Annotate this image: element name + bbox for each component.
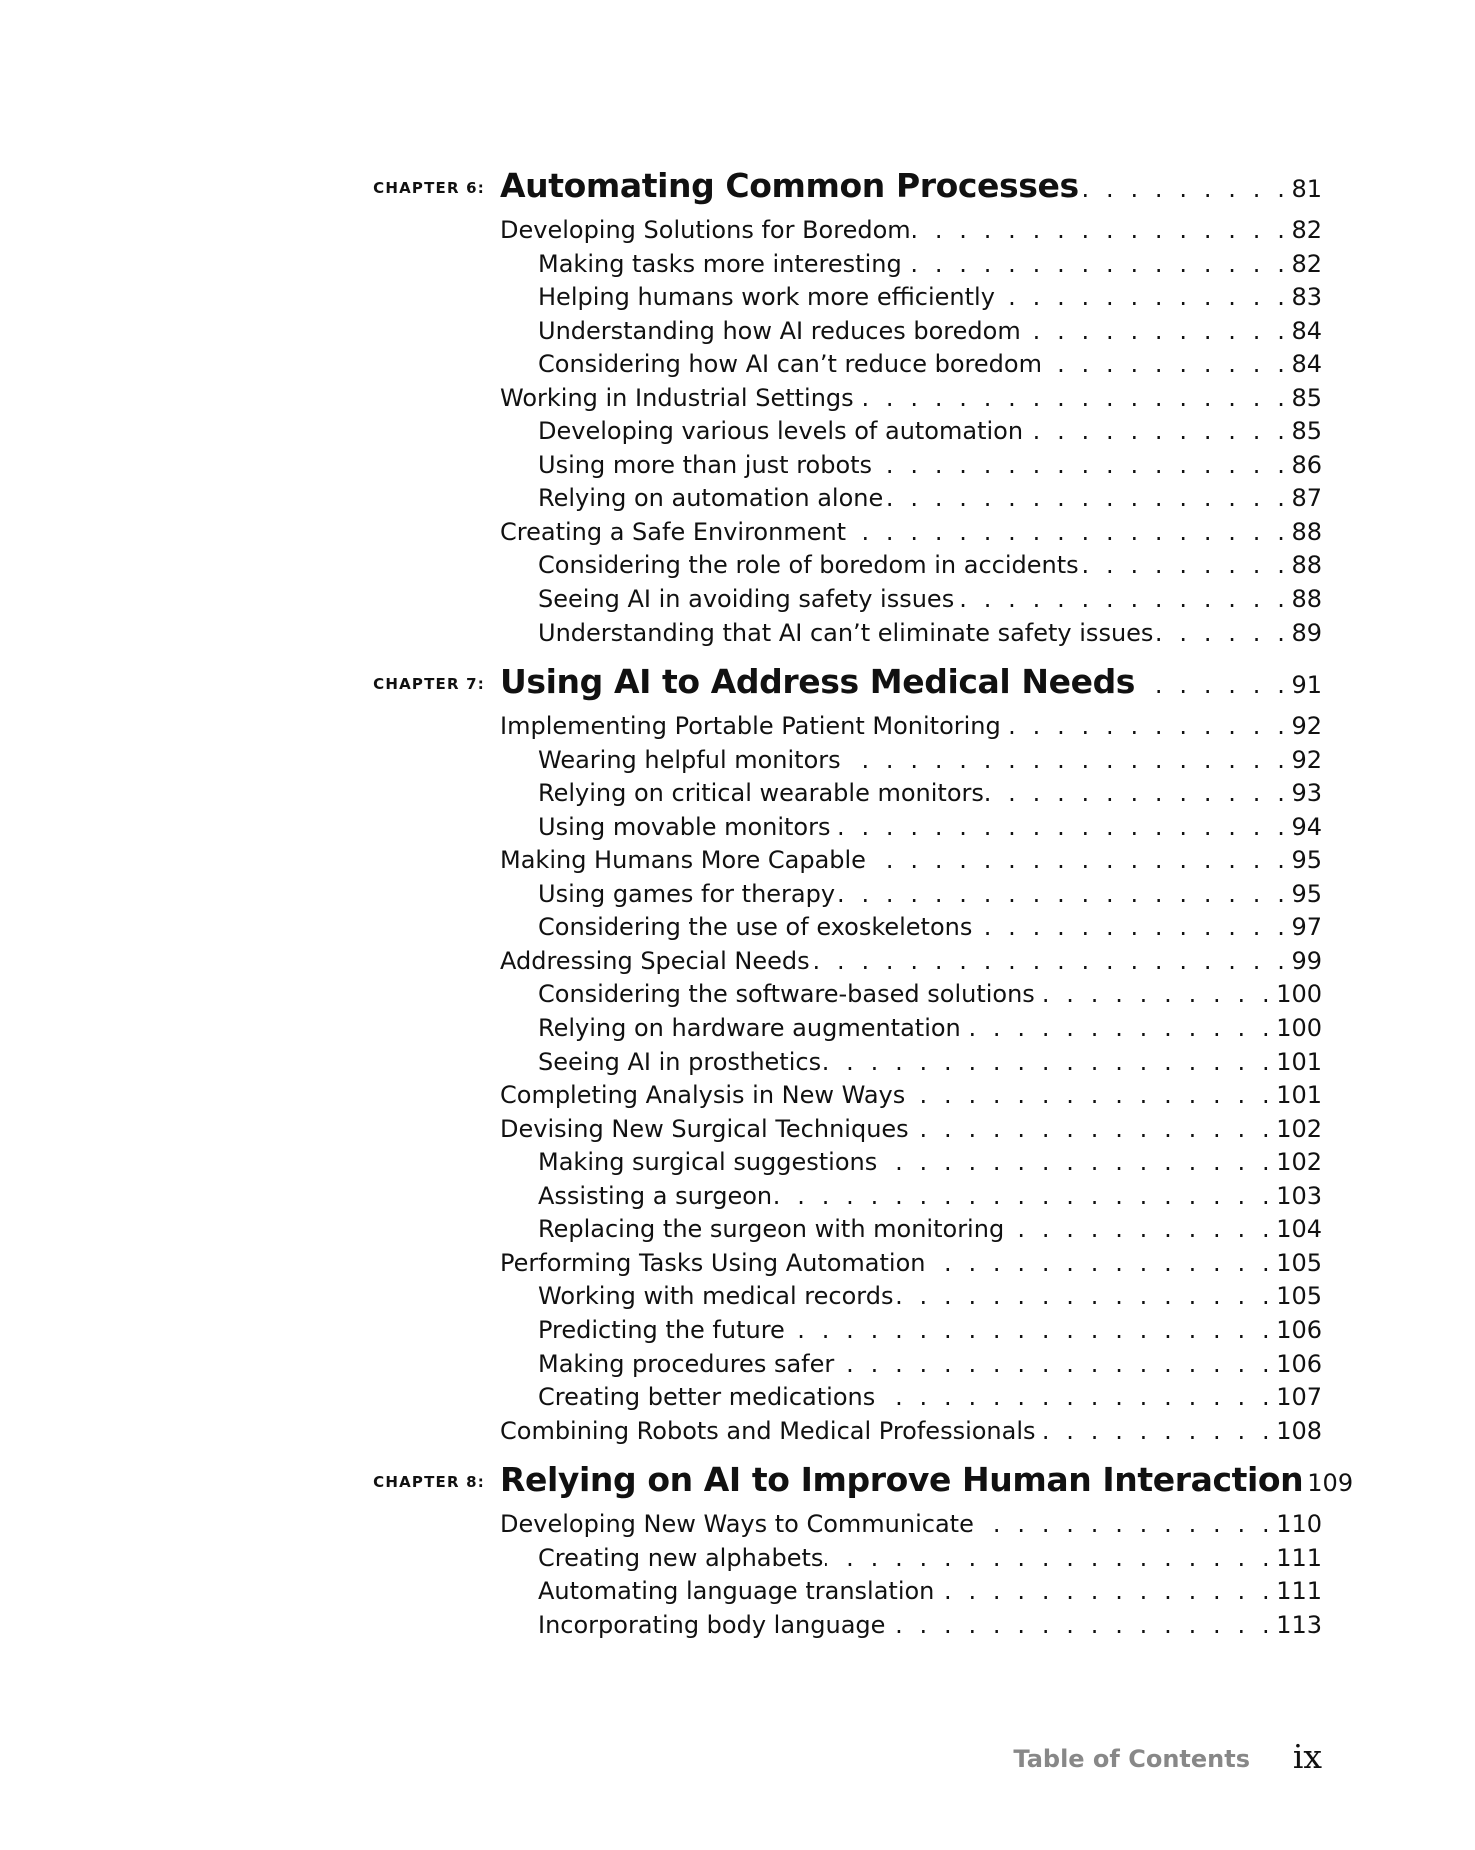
entry-line xyxy=(538,1214,1322,1244)
entry-page-number: 104 xyxy=(1276,1215,1322,1244)
chapter-section xyxy=(0,1457,1475,1641)
entry-page-number: 105 xyxy=(1276,1248,1322,1277)
entry-page-number: 101 xyxy=(1276,1047,1322,1076)
entry-line xyxy=(538,979,1322,1009)
entry-title[interactable]: Considering the use of exoskeletons xyxy=(538,913,973,942)
dot-leader xyxy=(856,383,1290,413)
subsection-entry[interactable] xyxy=(0,582,1475,616)
subsection-entry[interactable] xyxy=(0,810,1475,844)
subsection-entry[interactable] xyxy=(0,616,1475,650)
entry-page-number: 84 xyxy=(1291,350,1322,379)
dot-leader xyxy=(837,879,1289,909)
entry-page-number: 95 xyxy=(1291,879,1322,908)
entry-line xyxy=(500,1080,1322,1110)
entry-line xyxy=(538,584,1322,614)
dot-leader xyxy=(976,1509,1274,1539)
entry-page-number: 88 xyxy=(1291,585,1322,614)
entry-line xyxy=(538,912,1322,942)
entry-page-number: 83 xyxy=(1291,283,1322,312)
subsection-entry[interactable] xyxy=(0,548,1475,582)
entry-title[interactable]: Making surgical suggestions xyxy=(538,1148,878,1177)
chapter-heading[interactable] xyxy=(0,659,1475,709)
section-entry[interactable] xyxy=(0,944,1475,978)
entry-page-number: 82 xyxy=(1291,249,1322,278)
page-footer xyxy=(0,1733,1475,1783)
entry-title[interactable]: Relying on hardware augmentation xyxy=(538,1014,961,1043)
entry-title[interactable]: Making procedures safer xyxy=(538,1349,835,1378)
subsection-entry[interactable] xyxy=(0,977,1475,1011)
dot-leader xyxy=(885,483,1289,513)
entry-title[interactable]: Addressing Special Needs xyxy=(500,946,810,975)
dot-leader xyxy=(956,584,1289,614)
dot-leader xyxy=(986,778,1290,808)
dot-leader xyxy=(963,1013,1274,1043)
chapter-page-number: 91 xyxy=(1291,671,1322,700)
entry-page-number: 102 xyxy=(1276,1148,1322,1177)
entry-page-number: 88 xyxy=(1291,551,1322,580)
entry-title[interactable]: Working with medical records xyxy=(538,1282,894,1311)
entry-line xyxy=(500,215,1322,245)
entry-page-number: 87 xyxy=(1291,484,1322,513)
entry-line xyxy=(500,1248,1322,1278)
subsection-entry[interactable] xyxy=(0,1145,1475,1179)
entry-title[interactable]: Creating a Safe Environment xyxy=(500,517,847,546)
chapter-title-line xyxy=(500,659,1322,709)
entry-title[interactable]: Considering the role of boredom in accidents xyxy=(538,551,1079,580)
entry-page-number: 100 xyxy=(1276,980,1322,1009)
entry-page-number: 101 xyxy=(1276,1081,1322,1110)
entry-line xyxy=(538,778,1322,808)
subsection-entry[interactable] xyxy=(0,1541,1475,1575)
subsection-entry[interactable] xyxy=(0,1380,1475,1414)
chapter-title-line xyxy=(500,1457,1354,1507)
entry-line xyxy=(538,1382,1322,1412)
subsection-entry[interactable] xyxy=(0,910,1475,944)
entry-page-number: 106 xyxy=(1276,1349,1322,1378)
entry-line xyxy=(538,416,1322,446)
entry-line xyxy=(538,1181,1322,1211)
dot-leader xyxy=(787,1315,1274,1345)
section-entry[interactable] xyxy=(0,709,1475,743)
entry-page-number: 100 xyxy=(1276,1014,1322,1043)
dot-leader xyxy=(1023,316,1290,346)
subsection-entry[interactable] xyxy=(0,743,1475,777)
dot-leader xyxy=(936,1576,1274,1606)
subsection-entry[interactable] xyxy=(0,1179,1475,1213)
entry-page-number: 85 xyxy=(1291,417,1322,446)
entry-title[interactable]: Relying on critical wearable monitors xyxy=(538,779,984,808)
footer-page-number: ix xyxy=(1292,1737,1322,1776)
dot-leader xyxy=(1044,349,1290,379)
section-entry[interactable] xyxy=(0,1507,1475,1541)
entry-title[interactable]: Working in Industrial Settings xyxy=(500,383,854,412)
entry-page-number: 113 xyxy=(1276,1610,1322,1639)
entry-title[interactable]: Developing various levels of automation xyxy=(538,417,1024,446)
subsection-entry[interactable] xyxy=(0,1279,1475,1313)
dot-leader xyxy=(874,450,1289,480)
subsection-entry[interactable] xyxy=(0,1045,1475,1079)
chapter-section xyxy=(0,163,1475,649)
entry-page-number: 111 xyxy=(1276,1577,1322,1606)
entry-line xyxy=(538,249,1322,279)
dot-leader xyxy=(907,1080,1274,1110)
subsection-entry[interactable] xyxy=(0,1574,1475,1608)
entry-line xyxy=(538,282,1322,312)
chapter-heading[interactable] xyxy=(0,1457,1475,1507)
chapter-title[interactable]: Using AI to Address Medical Needs xyxy=(500,662,1136,702)
entry-line xyxy=(500,711,1322,741)
subsection-entry[interactable] xyxy=(0,1313,1475,1347)
entry-line xyxy=(538,1013,1322,1043)
dot-leader xyxy=(1155,618,1289,648)
entry-line xyxy=(538,812,1322,842)
entry-title[interactable]: Relying on automation alone xyxy=(538,484,884,513)
subsection-entry[interactable] xyxy=(0,1608,1475,1642)
entry-line xyxy=(538,550,1322,580)
entry-title[interactable]: Seeing AI in avoiding safety issues xyxy=(538,585,955,614)
entry-title[interactable]: Automating language translation xyxy=(538,1577,935,1606)
entry-line xyxy=(500,946,1322,976)
dot-leader xyxy=(904,249,1290,279)
entry-line xyxy=(500,1509,1322,1539)
entry-page-number: 108 xyxy=(1276,1416,1322,1445)
subsection-entry[interactable] xyxy=(0,414,1475,448)
chapter-heading[interactable] xyxy=(0,163,1475,213)
dot-leader xyxy=(895,1281,1274,1311)
entry-page-number: 111 xyxy=(1276,1543,1322,1572)
entry-title[interactable]: Predicting the future xyxy=(538,1315,785,1344)
entry-page-number: 106 xyxy=(1276,1315,1322,1344)
chapter-label: CHAPTER 7: xyxy=(373,675,485,694)
entry-line xyxy=(538,1315,1322,1345)
subsection-entry[interactable] xyxy=(0,1011,1475,1045)
entry-line xyxy=(538,1281,1322,1311)
dot-leader xyxy=(879,1147,1274,1177)
entry-title[interactable]: Wearing helpful monitors xyxy=(538,745,841,774)
entry-title[interactable]: Making Humans More Capable xyxy=(500,846,866,875)
dot-leader xyxy=(774,1181,1274,1211)
dot-leader xyxy=(911,1114,1275,1144)
section-entry[interactable] xyxy=(0,1112,1475,1146)
entry-title[interactable]: Understanding how AI reduces boredom xyxy=(538,316,1021,345)
entry-title[interactable]: Understanding that AI can’t eliminate safety issues xyxy=(538,618,1154,647)
subsection-entry[interactable] xyxy=(0,481,1475,515)
dot-leader xyxy=(1137,662,1289,708)
entry-line xyxy=(538,1576,1322,1606)
entry-line xyxy=(538,879,1322,909)
entry-title[interactable]: Implementing Portable Patient Monitoring xyxy=(500,712,1001,741)
entry-line xyxy=(500,383,1322,413)
dot-leader xyxy=(974,912,1289,942)
dot-leader xyxy=(825,1543,1274,1573)
entry-title[interactable]: Creating better medications xyxy=(538,1383,876,1412)
entry-page-number: 93 xyxy=(1291,779,1322,808)
dot-leader xyxy=(812,946,1290,976)
entry-page-number: 99 xyxy=(1291,946,1322,975)
dot-leader xyxy=(913,215,1290,245)
entry-page-number: 84 xyxy=(1291,316,1322,345)
entry-line xyxy=(538,1349,1322,1379)
chapter-title[interactable]: Automating Common Processes xyxy=(500,166,1079,205)
dot-leader xyxy=(836,1349,1274,1379)
subsection-entry[interactable] xyxy=(0,280,1475,314)
entry-line xyxy=(538,349,1322,379)
dot-leader xyxy=(848,517,1289,547)
entry-line xyxy=(538,1610,1322,1640)
dot-leader xyxy=(877,1382,1274,1412)
subsection-entry[interactable] xyxy=(0,776,1475,810)
dot-leader xyxy=(1006,1214,1274,1244)
dot-leader xyxy=(1003,711,1290,741)
entry-line xyxy=(500,845,1322,875)
entry-line xyxy=(538,745,1322,775)
entry-line xyxy=(538,483,1322,513)
entry-title[interactable]: Replacing the surgeon with monitoring xyxy=(538,1215,1005,1244)
entry-title[interactable]: Considering how AI can’t reduce boredom xyxy=(538,350,1042,379)
entry-page-number: 88 xyxy=(1291,517,1322,546)
entry-page-number: 82 xyxy=(1291,216,1322,244)
section-entry[interactable] xyxy=(0,515,1475,549)
entry-title[interactable]: Considering the software-based solutions xyxy=(538,980,1035,1009)
entry-page-number: 89 xyxy=(1291,618,1322,647)
entry-title[interactable]: Helping humans work more efficiently xyxy=(538,283,995,312)
entry-line xyxy=(500,517,1322,547)
chapter-label: CHAPTER 6: xyxy=(373,179,485,197)
entry-title[interactable]: Seeing AI in prosthetics xyxy=(538,1047,822,1076)
subsection-entry[interactable] xyxy=(0,314,1475,348)
entry-title[interactable]: Devising New Surgical Techniques xyxy=(500,1114,909,1143)
dot-leader xyxy=(997,282,1290,312)
subsection-entry[interactable] xyxy=(0,347,1475,381)
section-entry[interactable] xyxy=(0,843,1475,877)
entry-page-number: 92 xyxy=(1291,712,1322,741)
dot-leader xyxy=(823,1047,1274,1077)
chapter-section xyxy=(0,659,1475,1447)
section-entry[interactable] xyxy=(0,1078,1475,1112)
entry-title[interactable]: Developing New Ways to Communicate xyxy=(500,1510,974,1539)
entry-title[interactable]: Using more than just robots xyxy=(538,450,873,479)
dot-leader xyxy=(833,812,1290,842)
subsection-entry[interactable] xyxy=(0,1212,1475,1246)
entry-page-number: 110 xyxy=(1276,1510,1322,1539)
entry-title[interactable]: Performing Tasks Using Automation xyxy=(500,1248,926,1277)
entry-title[interactable]: Using games for therapy xyxy=(538,879,836,908)
dot-leader xyxy=(843,745,1290,775)
dot-leader xyxy=(1037,979,1274,1009)
section-entry[interactable] xyxy=(0,1246,1475,1280)
dot-leader xyxy=(1025,416,1289,446)
entry-page-number: 97 xyxy=(1291,913,1322,942)
entry-line xyxy=(538,1047,1322,1077)
chapter-label: CHAPTER 8: xyxy=(373,1473,485,1492)
dot-leader xyxy=(1038,1416,1275,1446)
section-entry[interactable] xyxy=(0,1414,1475,1448)
subsection-entry[interactable] xyxy=(0,448,1475,482)
table-of-contents xyxy=(0,163,1475,1641)
entry-page-number: 86 xyxy=(1291,450,1322,479)
entry-page-number: 103 xyxy=(1276,1181,1322,1210)
entry-line xyxy=(538,1543,1322,1573)
entry-line xyxy=(538,1147,1322,1177)
entry-page-number: 92 xyxy=(1291,745,1322,774)
section-entry[interactable] xyxy=(0,381,1475,415)
entry-title[interactable]: Combining Robots and Medical Professionals xyxy=(500,1416,1036,1445)
subsection-entry[interactable] xyxy=(0,877,1475,911)
entry-page-number: 95 xyxy=(1291,846,1322,875)
entry-line xyxy=(538,450,1322,480)
entry-line xyxy=(500,1114,1322,1144)
entry-line xyxy=(538,618,1322,648)
dot-leader xyxy=(887,1610,1274,1640)
section-entry[interactable] xyxy=(0,213,1475,247)
footer-section-title: Table of Contents xyxy=(1013,1745,1250,1773)
entry-page-number: 105 xyxy=(1276,1282,1322,1311)
subsection-entry[interactable] xyxy=(0,1347,1475,1381)
chapter-title-line xyxy=(500,163,1322,213)
dot-leader xyxy=(1081,166,1290,212)
entry-title[interactable]: Developing Solutions for Boredom xyxy=(500,216,911,244)
entry-title[interactable]: Creating new alphabets xyxy=(538,1543,824,1572)
entry-line xyxy=(500,1416,1322,1446)
chapter-page-number: 109 xyxy=(1307,1469,1354,1498)
entry-title[interactable]: Making tasks more interesting xyxy=(538,249,902,278)
entry-title[interactable]: Completing Analysis in New Ways xyxy=(500,1081,906,1110)
dot-leader xyxy=(927,1248,1274,1278)
chapter-page-number: 81 xyxy=(1291,175,1322,203)
entry-title[interactable]: Assisting a surgeon xyxy=(538,1181,773,1210)
entry-page-number: 85 xyxy=(1291,383,1322,412)
subsection-entry[interactable] xyxy=(0,247,1475,281)
entry-page-number: 102 xyxy=(1276,1114,1322,1143)
dot-leader xyxy=(868,845,1290,875)
entry-page-number: 107 xyxy=(1276,1383,1322,1412)
dot-leader xyxy=(1081,550,1290,580)
entry-line xyxy=(538,316,1322,346)
entry-page-number: 94 xyxy=(1291,812,1322,841)
entry-title[interactable]: Using movable monitors xyxy=(538,812,831,841)
chapter-title[interactable]: Relying on AI to Improve Human Interaction xyxy=(500,1460,1304,1500)
entry-title[interactable]: Incorporating body language xyxy=(538,1610,886,1639)
